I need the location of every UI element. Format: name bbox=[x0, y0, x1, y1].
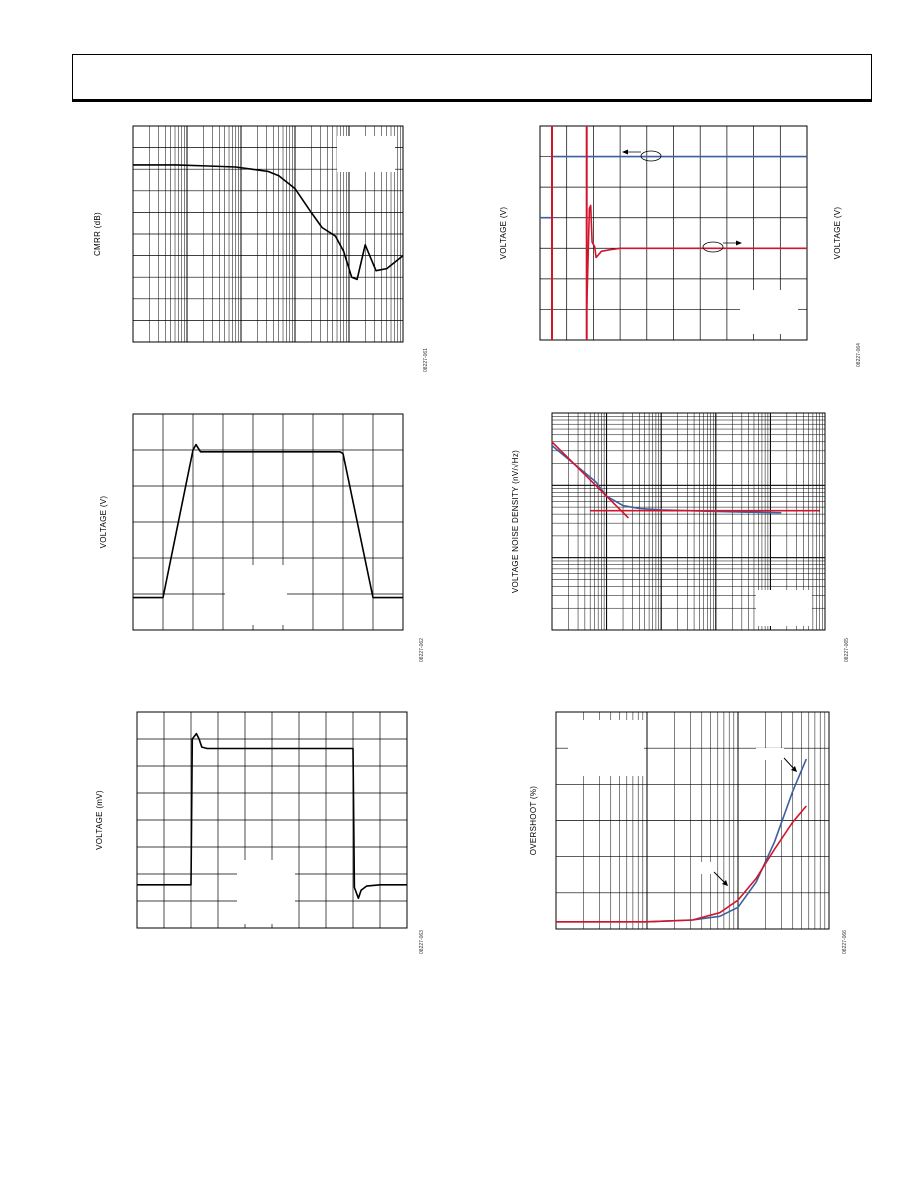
chart-pulse-mv bbox=[95, 712, 425, 954]
figure-id: 08227-063 bbox=[419, 930, 425, 954]
y-axis-label: OVERSHOOT (%) bbox=[529, 785, 538, 856]
y-axis-label: CMRR (dB) bbox=[93, 211, 102, 257]
legend-box bbox=[225, 565, 287, 625]
chart-cmrr bbox=[93, 126, 429, 372]
y-axis-label: VOLTAGE (mV) bbox=[95, 790, 104, 850]
figure-id: 08227-061 bbox=[423, 348, 429, 372]
figure-id: 08227-064 bbox=[856, 343, 862, 367]
callout-box bbox=[692, 862, 714, 874]
chart-pulse-v bbox=[99, 414, 425, 662]
legend-box bbox=[337, 136, 395, 172]
legend-box bbox=[237, 860, 295, 924]
y-axis-label: VOLTAGE NOISE DENSITY (nV/√Hz) bbox=[511, 449, 520, 594]
figure-id: 08227-065 bbox=[844, 638, 850, 662]
legend-box bbox=[740, 290, 798, 334]
y-axis-label: VOLTAGE (V) bbox=[499, 206, 508, 260]
chart-noise bbox=[511, 413, 850, 662]
legend-box bbox=[568, 720, 644, 776]
y-axis-label-right: VOLTAGE (V) bbox=[833, 206, 842, 260]
chart-dual-trace bbox=[499, 126, 862, 367]
callout-box bbox=[756, 748, 784, 760]
figure-id: 08227-066 bbox=[842, 930, 848, 954]
chart-overshoot bbox=[529, 712, 848, 954]
y-axis-label: VOLTAGE (V) bbox=[99, 495, 108, 549]
figure-id: 08227-062 bbox=[419, 638, 425, 662]
legend-box bbox=[756, 590, 812, 626]
